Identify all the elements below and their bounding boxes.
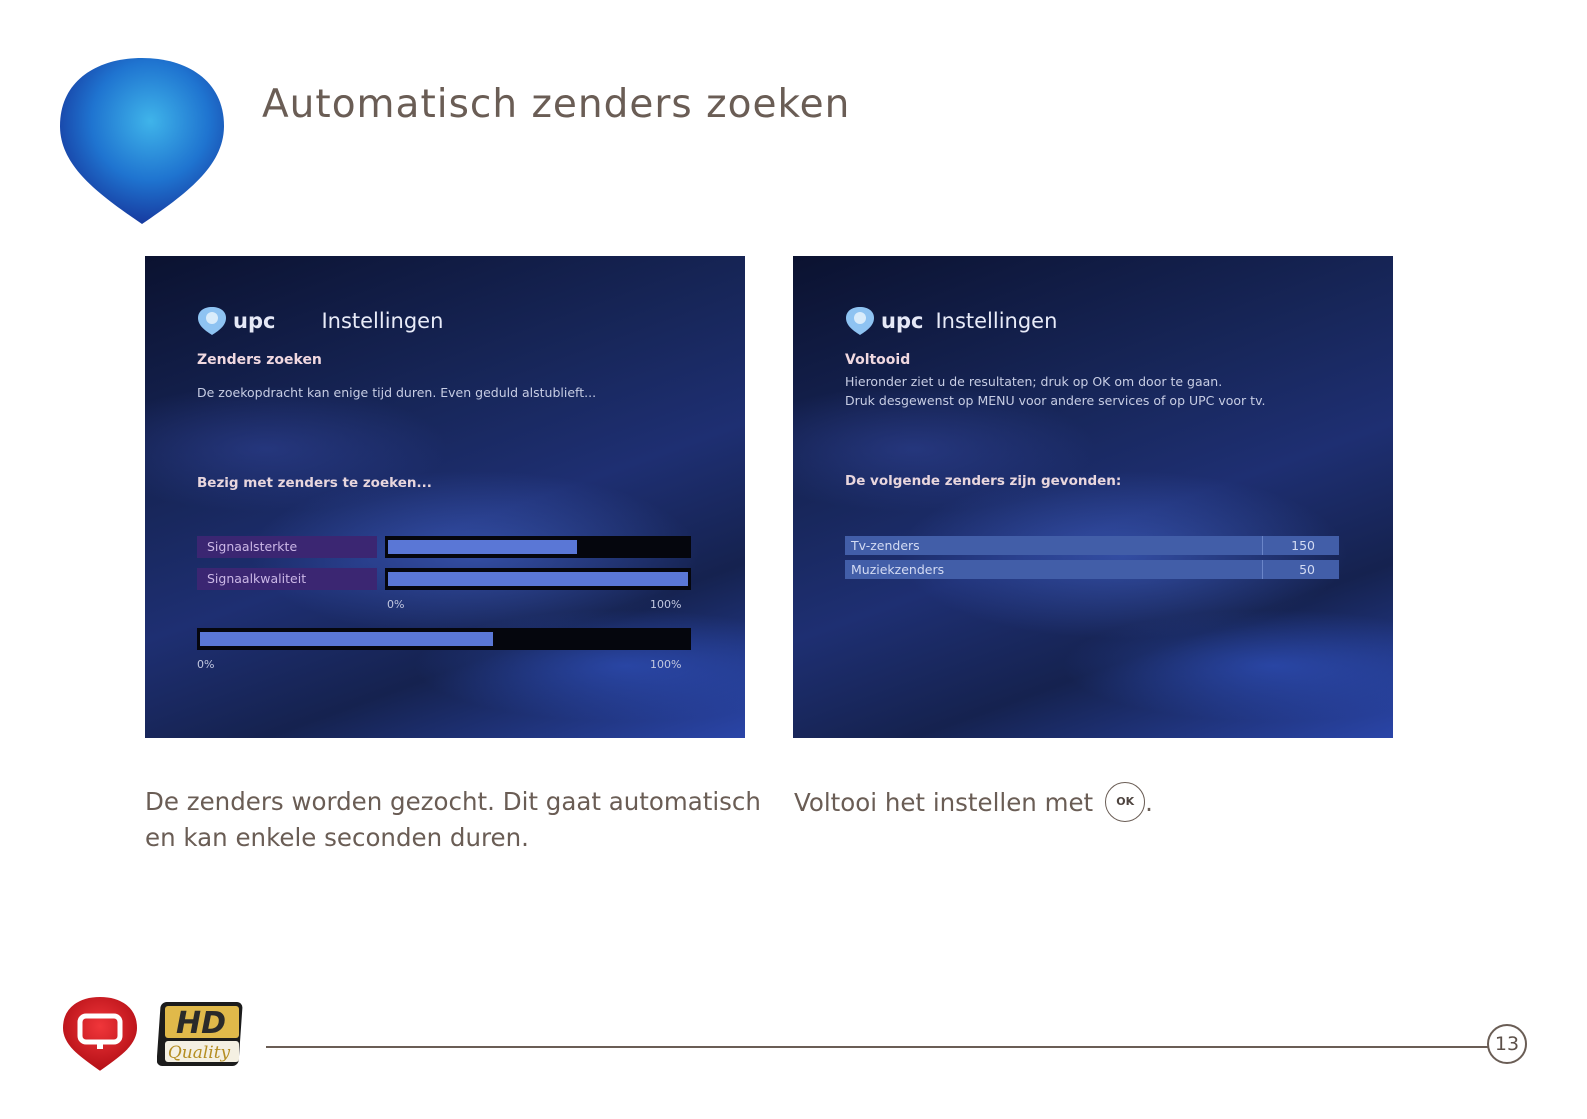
caption-done: [794, 784, 1153, 822]
result-label: Tv-zenders: [851, 538, 920, 553]
progress-scale-min: 0%: [197, 658, 215, 671]
result-info-line-2: Druk desgewenst op MENU voor andere services of op UPC voor tv.: [845, 393, 1266, 408]
tv-icon: [60, 994, 140, 1074]
search-status: Bezig met zenders te zoeken...: [197, 475, 432, 491]
result-label: Muziekzenders: [851, 562, 945, 577]
tv-screen-searching: [145, 256, 745, 738]
signal-scale-max: 100%: [650, 598, 682, 611]
signal-strength-bar: [385, 536, 691, 558]
page-number: 13: [1487, 1024, 1527, 1064]
ok-key-icon: OK: [1105, 782, 1145, 822]
screen-subtitle: Voltooid: [845, 352, 911, 368]
hd-badge-line1: HD: [175, 1006, 227, 1041]
result-row-music: [845, 560, 1339, 579]
found-heading: De volgende zenders zijn gevonden:: [845, 473, 1122, 489]
result-separator: [1262, 536, 1263, 555]
footer-divider: [266, 1046, 1488, 1048]
progress-scale-max: 100%: [650, 658, 682, 671]
tv-screen-done: [793, 256, 1393, 738]
search-progress-fill: [200, 632, 493, 646]
upc-logo: [197, 306, 227, 336]
hd-badge-line2: Quality: [167, 1043, 231, 1063]
screen-title: Instellingen: [935, 309, 1058, 333]
screen-header: [197, 306, 443, 336]
signal-strength-fill: [388, 540, 577, 554]
screen-intro: De zoekopdracht kan enige tijd duren. Even geduld alstublieft...: [197, 385, 597, 400]
result-info-line-1: Hieronder ziet u de resultaten; druk op OK om door te gaan.: [845, 374, 1223, 389]
drop-logo: [58, 56, 226, 226]
signal-strength-label: Signaalsterkte: [197, 536, 377, 558]
search-progress-bar: [197, 628, 691, 650]
signal-quality-fill: [388, 572, 688, 586]
hd-quality-badge: [157, 999, 247, 1069]
screen-header: [845, 306, 1057, 336]
screen-subtitle: Zenders zoeken: [197, 352, 322, 368]
result-count: 50: [1299, 562, 1315, 577]
upc-logo: [845, 306, 875, 336]
result-count: 150: [1291, 538, 1315, 553]
signal-quality-label: Signaalkwaliteit: [197, 568, 377, 590]
caption-done-suffix: .: [1145, 788, 1153, 817]
result-separator: [1262, 560, 1263, 579]
caption-searching: De zenders worden gezocht. Dit gaat automatisch en kan enkele seconden duren.: [145, 787, 761, 852]
caption-done-text: Voltooi het instellen met: [794, 788, 1094, 817]
result-row-tv: [845, 536, 1339, 555]
page-title: Automatisch zenders zoeken: [262, 82, 851, 127]
signal-scale-min: 0%: [387, 598, 405, 611]
brand-label: upc: [881, 309, 924, 333]
brand-label: upc: [233, 309, 276, 333]
signal-quality-bar: [385, 568, 691, 590]
screen-title: Instellingen: [321, 309, 444, 333]
